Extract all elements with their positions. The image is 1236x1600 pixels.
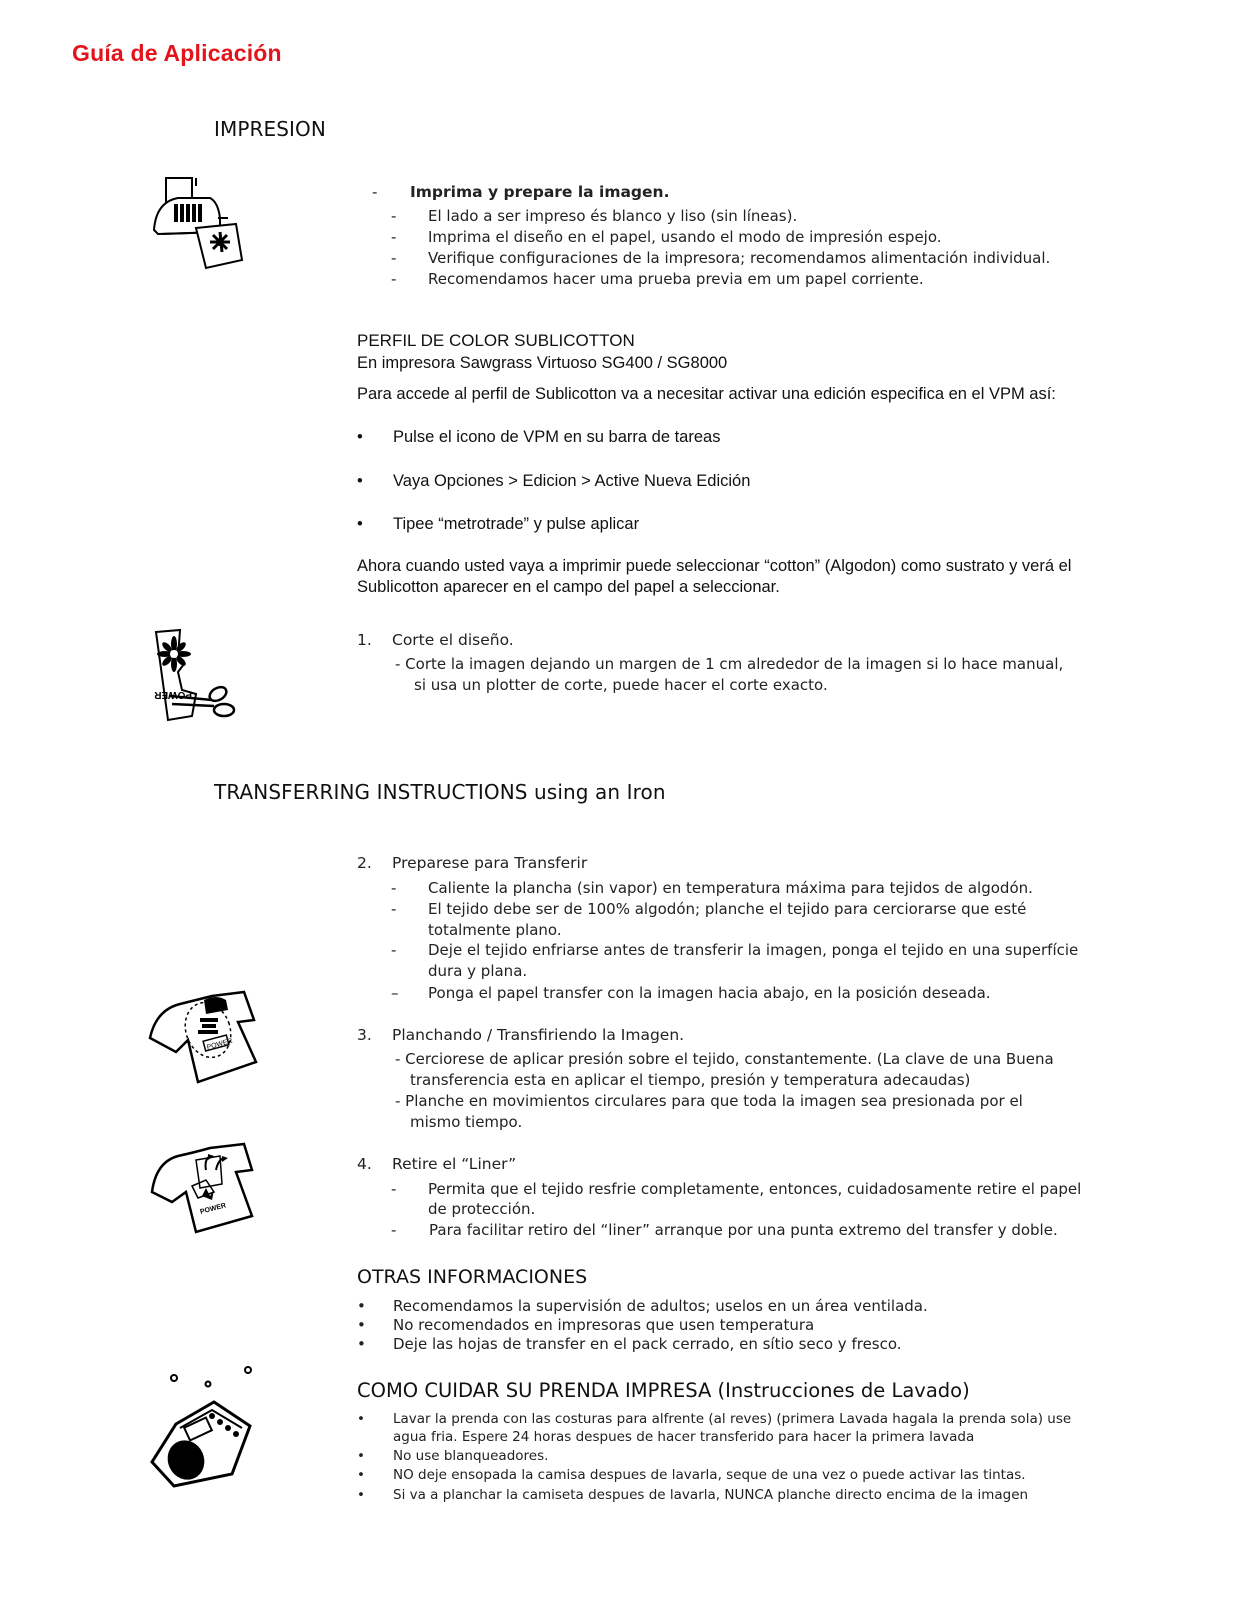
- dash-marker: -: [391, 1221, 397, 1239]
- list-item: Recomendamos hacer uma prueba previa em um papel corriente.: [428, 270, 924, 288]
- bullet-marker: •: [357, 472, 363, 490]
- step-title-preparese: Preparese para Transferir: [392, 854, 588, 872]
- list-item: Caliente la plancha (sin vapor) en temperatura máxima para tejidos de algodón.: [428, 879, 1033, 897]
- step-title-imprima: Imprima y prepare la imagen.: [410, 183, 670, 201]
- perfil-outro-line1: Ahora cuando usted vaya a imprimir puede seleccionar “cotton” (Algodon) como sustrato y verá el: [357, 557, 1072, 575]
- section-heading-impresion: IMPRESION: [214, 117, 326, 141]
- step-title-retire: Retire el “Liner”: [392, 1155, 517, 1173]
- svg-text:POWER: POWER: [199, 1202, 227, 1216]
- dash-marker: -: [391, 228, 397, 246]
- list-item: NO deje ensopada la camisa despues de lavarla, seque de una vez o puede activar las tintas.: [393, 1467, 1026, 1483]
- dash-marker: -: [372, 183, 378, 201]
- corte-line2: si usa un plotter de corte, puede hacer el corte exacto.: [414, 676, 828, 694]
- bullet-marker: •: [357, 1316, 366, 1334]
- list-item: Para facilitar retiro del “liner” arranque por una punta extremo del transfer y doble.: [429, 1221, 1058, 1239]
- list-item: Deje las hojas de transfer en el pack cerrado, en sítio seco y fresco.: [393, 1335, 902, 1353]
- list-item-continuation: totalmente plano.: [428, 921, 562, 939]
- perfil-heading: PERFIL DE COLOR SUBLICOTTON: [357, 331, 635, 350]
- perfil-bullet: Tipee “metrotrade” y pulse aplicar: [393, 515, 640, 533]
- list-item-continuation: transferencia esta en aplicar el tiempo, presión y temperatura adecaudas): [410, 1071, 971, 1089]
- dash-marker: –: [391, 984, 399, 1002]
- perfil-outro-line2: Sublicotton aparecer en el campo del papel a seleccionar.: [357, 578, 780, 596]
- dash-marker: -: [391, 941, 397, 959]
- step-number: 4.: [357, 1155, 372, 1173]
- peel-liner-tshirt-icon: [148, 1140, 258, 1235]
- bullet-marker: •: [357, 515, 363, 533]
- list-item: El tejido debe ser de 100% algodón; planche el tejido para cerciorarse que esté: [428, 900, 1027, 918]
- perfil-intro: Para accede al perfil de Sublicotton va a necesitar activar una edición especifica en el VPM así:: [357, 385, 1056, 403]
- document-title: Guía de Aplicación: [72, 40, 282, 66]
- list-item: Verifique configuraciones de la impresora; recomendamos alimentación individual.: [428, 249, 1051, 267]
- list-item-continuation: dura y plana.: [428, 962, 528, 980]
- list-item: Si va a planchar la camiseta despues de lavarla, NUNCA planche directo encima de la imagen: [393, 1487, 1029, 1503]
- list-item: Imprima el diseño en el papel, usando el modo de impresión espejo.: [428, 228, 942, 246]
- bullet-marker: •: [357, 1467, 365, 1483]
- list-item-continuation: de protección.: [428, 1200, 536, 1218]
- step-number: 2.: [357, 854, 372, 872]
- svg-text:POWER: POWER: [154, 689, 192, 700]
- dash-marker: -: [391, 1180, 397, 1198]
- perfil-bullet: Vaya Opciones > Edicion > Active Nueva Edición: [393, 472, 751, 490]
- corte-line1: - Corte la imagen dejando un margen de 1 cm alrededor de la imagen si lo hace manual,: [395, 655, 1064, 673]
- bullet-marker: •: [357, 1448, 365, 1464]
- svg-text:POWER: POWER: [206, 1037, 234, 1052]
- dash-marker: -: [391, 900, 397, 918]
- list-item: Permita que el tejido resfrie completamente, entonces, cuidadosamente retire el papel: [428, 1180, 1082, 1198]
- washing-machine-icon: [146, 1362, 261, 1492]
- bullet-marker: •: [357, 428, 363, 446]
- list-item: No recomendados en impresoras que usen temperatura: [393, 1316, 815, 1334]
- step-number: 1.: [357, 631, 372, 649]
- bullet-marker: •: [357, 1335, 366, 1353]
- bullet-marker: •: [357, 1487, 365, 1503]
- section-heading-otras: OTRAS INFORMACIONES: [357, 1266, 588, 1288]
- dash-marker: -: [391, 207, 397, 225]
- list-item: El lado a ser impreso és blanco y liso (sin líneas).: [428, 207, 798, 225]
- section-heading-transfer: TRANSFERRING INSTRUCTIONS using an Iron: [214, 780, 666, 804]
- bullet-marker: •: [357, 1297, 366, 1315]
- step-title-corte: Corte el diseño.: [392, 631, 514, 649]
- printer-icon: [148, 172, 248, 272]
- perfil-bullet: Pulse el icono de VPM en su barra de tareas: [393, 428, 721, 446]
- dash-marker: -: [391, 879, 397, 897]
- list-item: - Cerciorese de aplicar presión sobre el tejido, constantemente. (La clave de una Buena: [395, 1050, 1054, 1068]
- perfil-subheading: En impresora Sawgrass Virtuoso SG400 / SG8000: [357, 354, 728, 372]
- bullet-marker: •: [357, 1411, 365, 1427]
- list-item: No use blanqueadores.: [393, 1448, 549, 1464]
- step-title-planchando: Planchando / Transfiriendo la Imagen.: [392, 1026, 685, 1044]
- list-item: Recomendamos la supervisión de adultos; uselos en un área ventilada.: [393, 1297, 928, 1315]
- list-item-continuation: mismo tiempo.: [410, 1113, 523, 1131]
- list-item: Deje el tejido enfriarse antes de transferir la imagen, ponga el tejido en una superfície: [428, 941, 1079, 959]
- step-number: 3.: [357, 1026, 372, 1044]
- dash-marker: -: [391, 270, 397, 288]
- list-item: - Planche en movimientos circulares para que toda la imagen sea presionada por el: [395, 1092, 1023, 1110]
- iron-tshirt-icon: [146, 990, 261, 1085]
- section-heading-lavado: COMO CUIDAR SU PRENDA IMPRESA (Instrucciones de Lavado): [357, 1379, 970, 1402]
- cutting-scissors-icon: [152, 628, 242, 723]
- list-item-continuation: agua fria. Espere 24 horas despues de hacer transferido para hacer la primera lavada: [393, 1429, 975, 1445]
- list-item: Ponga el papel transfer con la imagen hacia abajo, en la posición deseada.: [428, 984, 991, 1002]
- list-item: Lavar la prenda con las costuras para alfrente (al reves) (primera Lavada hagala la prenda sola) use: [393, 1411, 1072, 1427]
- dash-marker: -: [391, 249, 397, 267]
